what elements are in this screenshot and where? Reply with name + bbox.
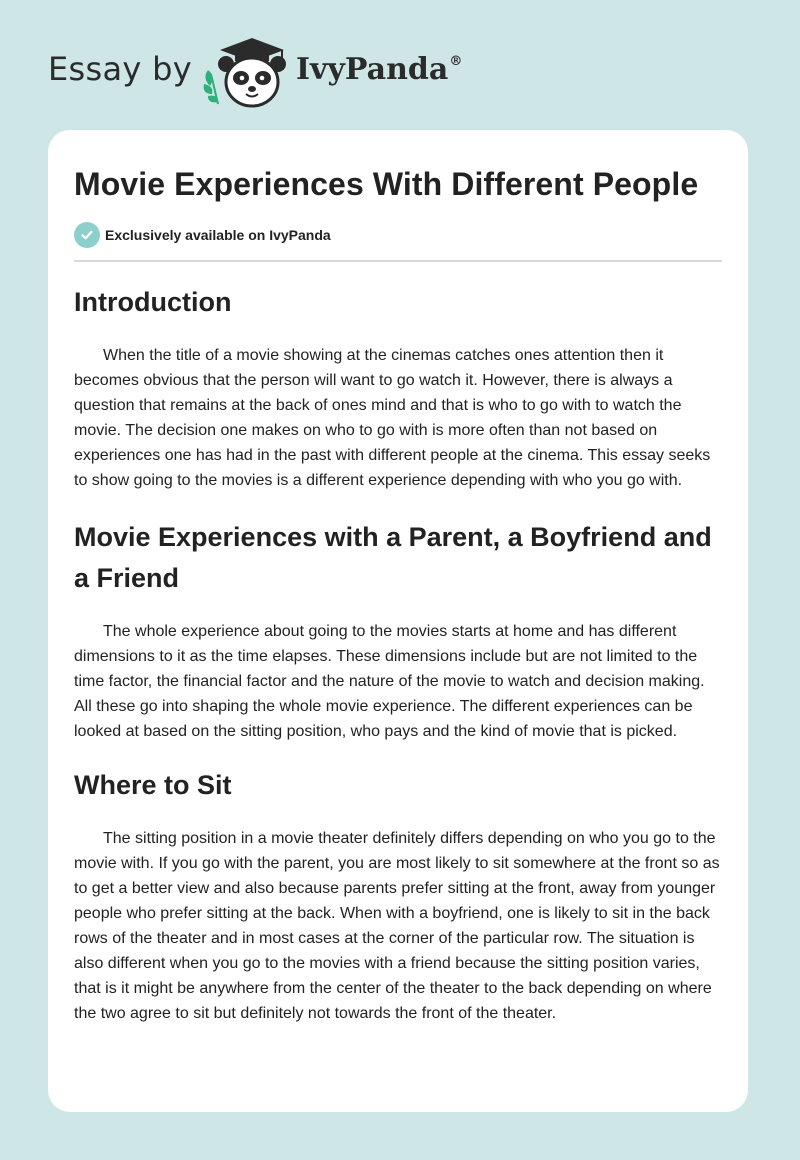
section-heading-introduction: Introduction xyxy=(74,287,232,317)
exclusive-label: Exclusively available on IvyPanda xyxy=(105,227,331,243)
essay-card xyxy=(48,130,748,1112)
divider xyxy=(74,260,722,262)
registered-mark: ® xyxy=(449,54,463,69)
check-icon xyxy=(74,222,100,248)
panda-graduate-icon[interactable] xyxy=(200,34,292,110)
essay-title: Movie Experiences With Different People xyxy=(74,166,699,202)
section-paragraph-movie-experiences: The whole experience about going to the movies starts at home and has different dimensions to it as the time elapses. These dimensions include but are not limited to the time factor, the financial factor and the nature of the movie to watch and decision making. All these go into shaping the whole movie experience. The different experiences can be looked at based on the sitting position, who pays and the kind of movie that is picked. xyxy=(74,623,705,740)
exclusive-notice xyxy=(74,222,722,248)
section-paragraph-introduction: When the title of a movie showing at the cinemas catches ones attention then it becomes obvious that the person will want to go watch it. However, there is always a question that remains at the back of ones mind and that is who to go with to watch the movie. The decision one makes on who to go with is more often than not based on experiences one has had in the past with different people at the cinema. This essay seeks to show going to the movies is a different experience depending with who you go with. xyxy=(74,347,711,489)
section-heading-where-to-sit: Where to Sit xyxy=(74,770,232,800)
brand-name[interactable]: IvyPanda® xyxy=(296,52,463,87)
site-header xyxy=(0,0,800,130)
brand-prefix: Essay by xyxy=(48,50,192,88)
section-heading-movie-experiences: Movie Experiences with a Parent, a Boyfriend and a Friend xyxy=(74,522,712,593)
section-paragraph-where-to-sit: The sitting position in a movie theater definitely differs depending on who you go to the movie with. If you go with the parent, you are most likely to sit somewhere at the front so as to get a better view and also because parents prefer sitting at the front, away from younger people who prefer sitting at the back. When with a boyfriend, one is likely to sit in the back rows of the theater and in most cases at the corner of the particular row. The situation is also different when you go to the movies with a friend because the sitting position varies, that is it might be anywhere from the center of the theater to the back depending on where the two agree to sit but definitely not towards the front of the theater. xyxy=(74,830,720,1022)
